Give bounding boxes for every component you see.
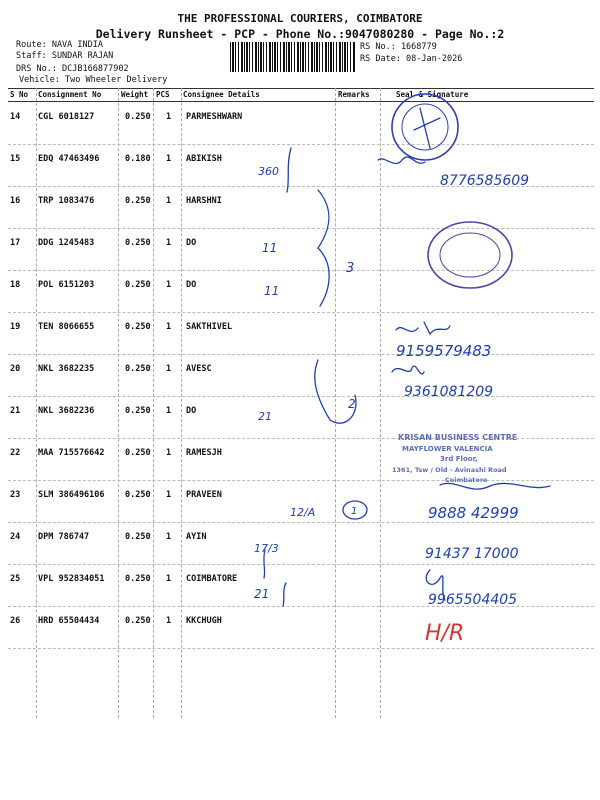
table-row: [8, 354, 594, 397]
hw-phone-20: 9361081209: [404, 384, 494, 400]
cell-consignee: DO: [186, 238, 197, 248]
cell-pcs: 1: [166, 322, 172, 332]
cell-weight: 0.180: [125, 154, 151, 164]
cell-weight: 0.250: [125, 196, 151, 206]
table-row: [8, 480, 594, 523]
cell-sno: 21: [10, 406, 21, 416]
cell-weight: 0.250: [125, 238, 151, 248]
cell-sno: 26: [10, 616, 21, 626]
table-row: [8, 312, 594, 355]
cell-weight: 0.250: [125, 490, 151, 500]
cell-consignment: POL 6151203: [38, 280, 95, 290]
cell-consignment: VPL 952834051: [38, 574, 105, 584]
table-row: [8, 102, 594, 145]
svg-text:1361, Tsw / Old - Avinashi Roa: 1361, Tsw / Old - Avinashi Road: [392, 466, 507, 474]
cell-consignment: HRD 65504434: [38, 616, 100, 626]
col-remarks: Remarks: [338, 90, 370, 99]
hw-phone-24: 91437 17000: [425, 546, 519, 562]
cell-consignee: RAMESJH: [186, 448, 222, 458]
cell-sno: 18: [10, 280, 21, 290]
cell-pcs: 1: [166, 574, 172, 584]
cell-sno: 16: [10, 196, 21, 206]
table-row: [8, 144, 594, 187]
col-pcs: PCS: [156, 90, 170, 99]
table-row: [8, 396, 594, 439]
cell-weight: 0.250: [125, 574, 151, 584]
cell-sno: 22: [10, 448, 21, 458]
cell-weight: 0.250: [125, 280, 151, 290]
rs-number: RS No.: 1668779: [360, 42, 437, 52]
cell-consignment: MAA 715576642: [38, 448, 105, 458]
cell-pcs: 1: [166, 448, 172, 458]
col-consignment: Consignment No: [38, 90, 102, 99]
cell-pcs: 1: [166, 406, 172, 416]
col-sno: S No: [10, 90, 29, 99]
cell-sno: 25: [10, 574, 21, 584]
hw-11a: 11: [262, 241, 278, 255]
cell-consignment: DDG 1245483: [38, 238, 95, 248]
staff-label: Staff: SUNDAR RAJAN: [16, 51, 114, 61]
col-seal-signature: Seal & Signature: [396, 90, 469, 99]
cell-consignment: EDQ 47463496: [38, 154, 100, 164]
hw-360: 360: [258, 165, 279, 178]
hw-1: 1: [351, 506, 358, 517]
company-title: THE PROFESSIONAL COURIERS, COIMBATORE: [177, 12, 423, 25]
table-header: [8, 88, 594, 102]
cell-weight: 0.250: [125, 448, 151, 458]
cell-sno: 17: [10, 238, 21, 248]
table-row: [8, 270, 594, 313]
cell-consignment: SLM 386496106: [38, 490, 105, 500]
cell-consignee: HARSHNI: [186, 196, 222, 206]
col-consignee: Consignee Details: [183, 90, 260, 99]
rs-date: RS Date: 08-Jan-2026: [360, 54, 463, 64]
cell-consignment: NKL 3682236: [38, 406, 95, 416]
cell-consignment: NKL 3682235: [38, 364, 95, 374]
runsheet-table: [8, 88, 594, 718]
cell-consignee: AYIN: [186, 532, 207, 542]
cell-consignee: ABIKISH: [186, 154, 222, 164]
svg-text:Coimbatore: Coimbatore: [445, 476, 488, 484]
cell-weight: 0.250: [125, 532, 151, 542]
hw-17-3: 17/3: [254, 542, 279, 555]
hw-phone-15: 8776585609: [440, 173, 530, 189]
cell-pcs: 1: [166, 364, 172, 374]
cell-consignee: DO: [186, 280, 197, 290]
cell-sno: 23: [10, 490, 21, 500]
cell-weight: 0.250: [125, 364, 151, 374]
table-row: [8, 522, 594, 565]
hw-phone-25: 9965504405: [428, 592, 518, 608]
svg-text:3rd Floor,: 3rd Floor,: [440, 455, 478, 463]
cell-pcs: 1: [166, 196, 172, 206]
cell-sno: 15: [10, 154, 21, 164]
cell-sno: 19: [10, 322, 21, 332]
runsheet-subtitle: Delivery Runsheet - PCP - Phone No.:9047080280 - Page No.:2: [95, 27, 505, 41]
drs-number: DRS No.: DCJB166877902: [16, 64, 129, 74]
hw-phone-23: 9888 42999: [428, 504, 519, 522]
cell-consignee: PARMESHWARN: [186, 112, 243, 122]
svg-text:KRISAN BUSINESS CENTRE: KRISAN BUSINESS CENTRE: [398, 433, 518, 442]
svg-text:MAYFLOWER VALENCIA: MAYFLOWER VALENCIA: [402, 445, 493, 453]
cell-sno: 14: [10, 112, 21, 122]
cell-consignee: COIMBATORE: [186, 574, 238, 584]
cell-pcs: 1: [166, 616, 172, 626]
cell-pcs: 1: [166, 280, 172, 290]
cell-consignee: PRAVEEN: [186, 490, 222, 500]
table-row: [8, 438, 594, 481]
cell-pcs: 1: [166, 238, 172, 248]
cell-consignee: AVESC: [186, 364, 212, 374]
table-row: [8, 606, 594, 649]
cell-consignee: DO: [186, 406, 197, 416]
hw-hr-red: H/R: [425, 621, 465, 646]
table-row: [8, 228, 594, 271]
cell-weight: 0.250: [125, 322, 151, 332]
barcode: [230, 42, 355, 72]
cell-consignee: KKCHUGH: [186, 616, 222, 626]
cell-consignee: SAKTHIVEL: [186, 322, 233, 332]
cell-pcs: 1: [166, 112, 172, 122]
hw-phone-19: 9159579483: [396, 342, 492, 360]
cell-consignment: TRP 1083476: [38, 196, 95, 206]
table-row: [8, 564, 594, 607]
hw-11b: 11: [264, 284, 280, 298]
hw-12a: 12/A: [290, 506, 316, 519]
cell-sno: 20: [10, 364, 21, 374]
cell-consignment: TEN 8066655: [38, 322, 95, 332]
route-label: Route: NAVA INDIA: [16, 40, 103, 50]
hw-3: 3: [346, 261, 355, 276]
cell-pcs: 1: [166, 490, 172, 500]
vehicle-label: Vehicle: Two Wheeler Delivery: [19, 75, 168, 85]
hw-21: 21: [258, 410, 272, 423]
table-row: [8, 186, 594, 229]
cell-pcs: 1: [166, 532, 172, 542]
cell-sno: 24: [10, 532, 21, 542]
cell-weight: 0.250: [125, 406, 151, 416]
cell-weight: 0.250: [125, 616, 151, 626]
hw-21b: 21: [254, 587, 270, 601]
hw-2: 2: [348, 397, 356, 411]
cell-consignment: DPM 786747: [38, 532, 90, 542]
cell-pcs: 1: [166, 154, 172, 164]
col-weight: Weight: [121, 90, 149, 99]
cell-consignment: CGL 6018127: [38, 112, 95, 122]
cell-weight: 0.250: [125, 112, 151, 122]
